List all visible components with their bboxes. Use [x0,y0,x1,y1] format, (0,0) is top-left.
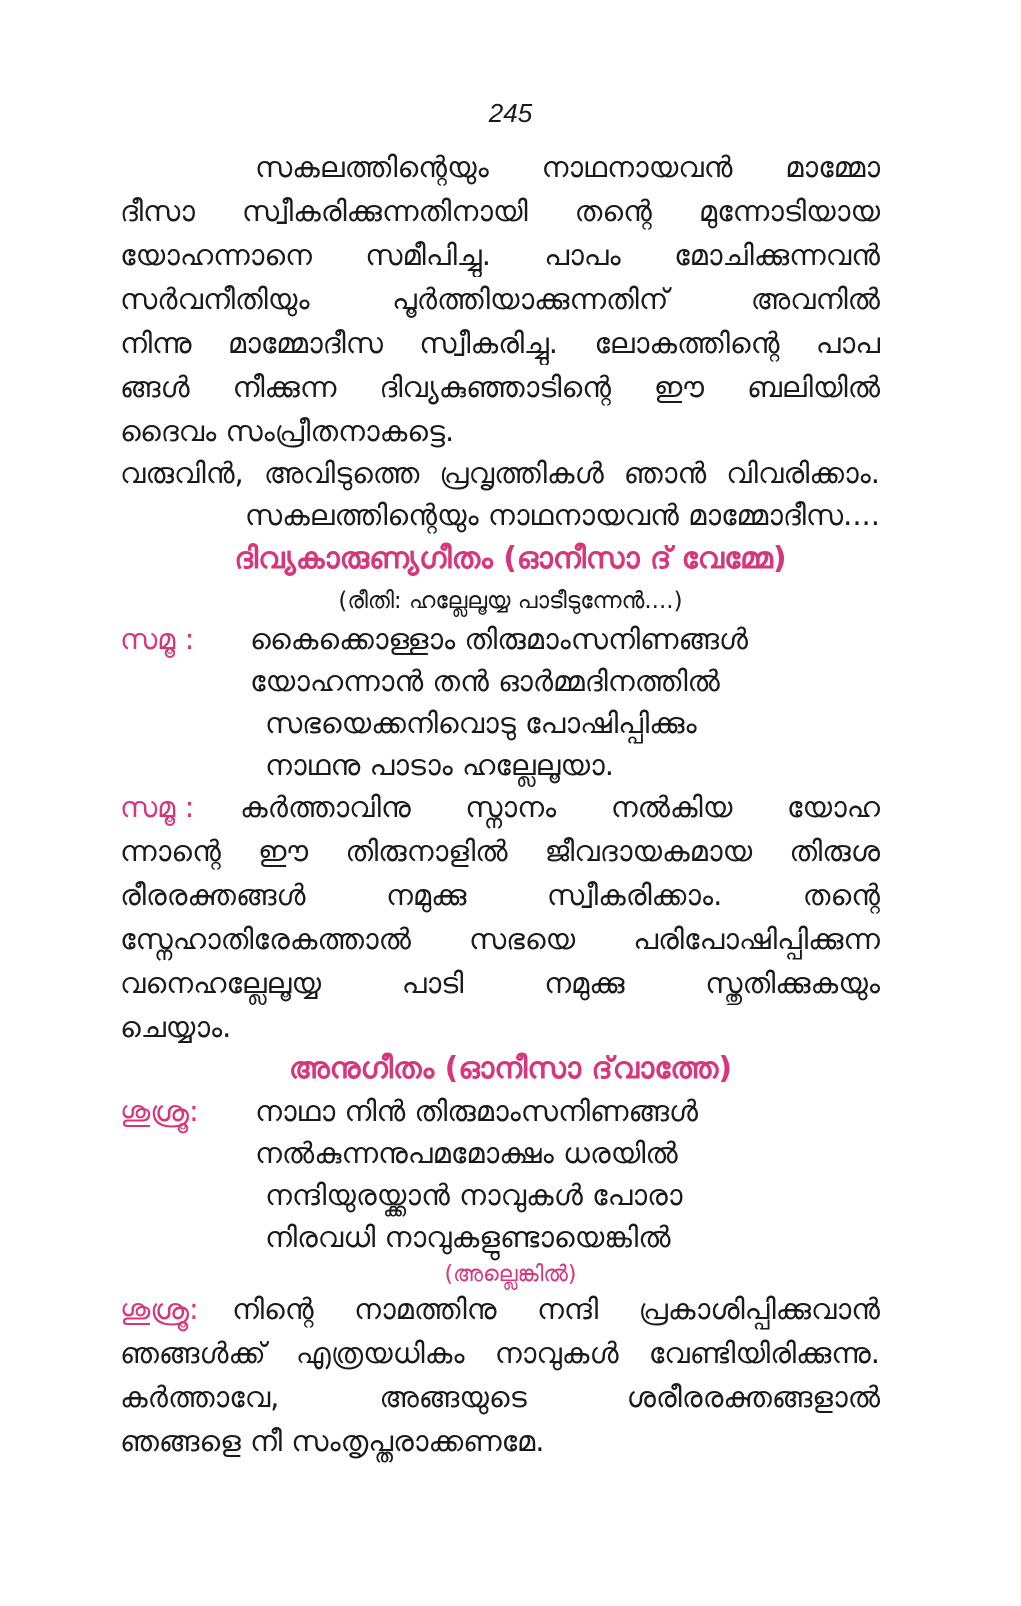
para3-line: ഞങ്ങളെ നീ സംതൃപ്തരാക്കണമേ. [120,1424,545,1458]
hymn2-title: അനുഗീതം (ഓനീസാ ദ്‌വാത്തേ) [288,1051,733,1086]
para1-line: യോഹന്നാനെ സമീപിച്ചു. പാപം മോചിക്കുന്നവൻ [120,238,880,272]
para2-line: ചെയ്യാം. [120,1010,232,1044]
hymn1-verse: നാഥനു പാടാം ഹല്ലേലൂയാ. [265,748,614,782]
para1-line: ദൈവം സംപ്രീതനാകട്ടെ. [120,414,455,448]
page-number: 245 [488,98,533,128]
para3-line: കർത്താവേ, അങ്ങയുടെ ശരീരരക്തങ്ങളാൽ [120,1380,880,1414]
hymn2-verse: നൽകുന്നനുപമമോക്ഷം ധരയിൽ [255,1136,678,1170]
para2-line: രീരരക്തങ്ങൾ നമുക്കു സ്വീകരിക്കാം. തന്റെ [120,878,880,912]
para2-label: സമൂ : [120,790,195,824]
para1-line: നിന്നു മാമ്മോദീസ സ്വീകരിച്ചു. ലോകത്തിന്റെ പാപ [120,326,880,360]
hymn2-verse: നന്ദിയുരയ്ക്കാൻ നാവുകൾ പോരാ [265,1178,683,1212]
para3-label: ശുശ്രൂ: [120,1292,199,1326]
invite-line: വരുവിൻ, അവിടുത്തെ പ്രവൃത്തികൾ ഞാൻ വിവരിക്കാം. [120,456,880,490]
hymn1-label: സമൂ : [120,622,195,656]
refrain-line: സകലത്തിന്റെയും നാഥനായവൻ മാമ്മോദീസ.... [244,498,880,532]
para2-line: കർത്താവിനു സ്നാനം നൽകിയ യോഹ [240,790,880,824]
para2-line: വനെഹല്ലേലൂയ്യ പാടി നമുക്കു സ്തുതിക്കുകയും [120,966,880,1000]
para1-line: സകലത്തിന്റെയും നാഥനായവൻ മാമ്മോ [255,150,880,184]
para2-line: സ്നേഹാതിരേകത്താൽ സഭയെ പരിപോഷിപ്പിക്കുന്ന [120,922,880,956]
para3-line: നിന്റെ നാമത്തിനു നന്ദി പ്രകാശിപ്പിക്കുവാൻ [232,1292,880,1326]
para1-line: സർവനീതിയും പൂർത്തിയാക്കുന്നതിന് അവനിൽ [120,282,880,316]
alternative-note: (അല്ലെങ്കിൽ) [444,1262,577,1287]
hymn2-verse: നാഥാ നിൻ തിരുമാംസനിണങ്ങൾ [255,1094,699,1128]
hymn1-verse: കൈക്കൊള്ളാം തിരുമാംസനിണങ്ങൾ [250,622,749,656]
para1-line: ദീസാ സ്വീകരിക്കുന്നതിനായി തന്റെ മുന്നോടിയായ [120,194,880,228]
para3-line: ഞങ്ങൾക്ക് എത്രയധികം നാവുകൾ വേണ്ടിയിരിക്കുന്നു. [120,1336,880,1370]
para2-line: ന്നാന്റെ ഈ തിരുനാളിൽ ജീവദായകമായ തിരുശ [120,834,880,868]
para1-line: ങ്ങൾ നീക്കുന്ന ദിവ്യകുഞ്ഞാടിന്റെ ഈ ബലിയിൽ [120,370,880,404]
hymn2-label: ശുശ്രൂ: [120,1094,199,1128]
hymn1-title: ദിവ്യകാരുണ്യഗീതം (ഓനീസാ ദ് വേമ്മേ) [234,541,787,576]
hymn1-tune: (രീതി: ഹല്ലേലൂയ്യ പാടീടുന്നേൻ....) [338,588,683,614]
hymn1-verse: യോഹന്നാൻ തൻ ഓർമ്മദിനത്തിൽ [250,664,720,698]
hymn1-verse: സഭയെക്കനിവൊടു പോഷിപ്പിക്കും [265,706,697,740]
hymn2-verse: നിരവധി നാവുകളുണ്ടായെങ്കിൽ [265,1220,671,1254]
